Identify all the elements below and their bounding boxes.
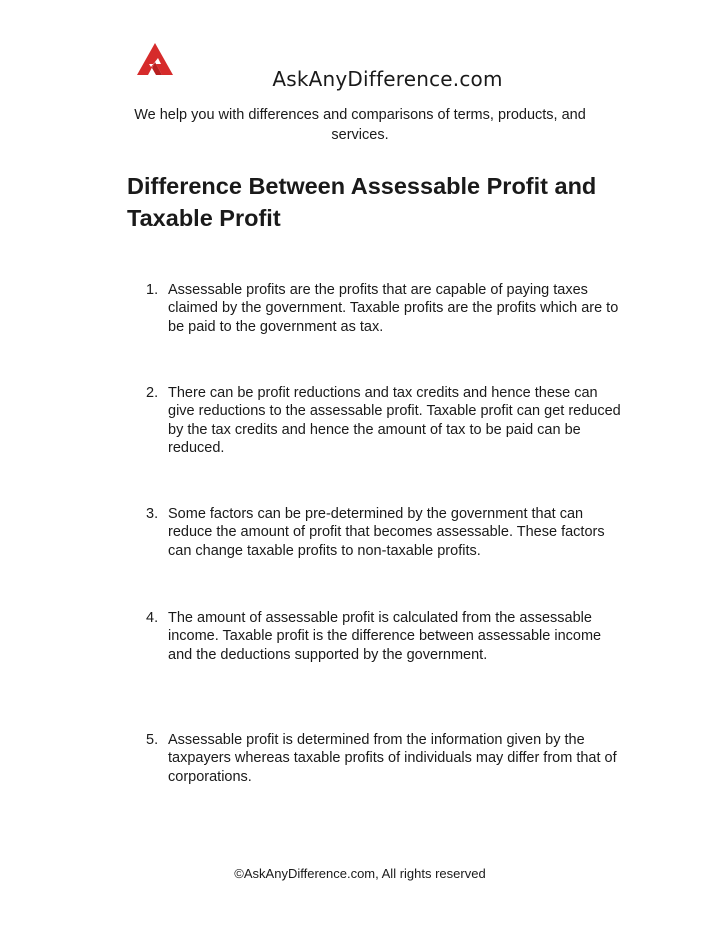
list-item-text: There can be profit reductions and tax credits and hence these can give reductions to the assessable profit. Taxable profit can get reduced by the tax credits and hence the amount of tax to be paid can be reduced. xyxy=(168,385,621,457)
list-item xyxy=(146,384,626,458)
list-item-number: 4. xyxy=(146,610,159,626)
list-item-number: 1. xyxy=(146,282,159,298)
list-item xyxy=(146,609,626,664)
list-item xyxy=(146,281,626,336)
list-item-text: The amount of assessable profit is calculated from the assessable income. Taxable profit is the difference between assessable income and the deductions supported by the government. xyxy=(168,610,602,663)
tagline: We help you with differences and comparisons of terms, products, and services. xyxy=(134,107,586,143)
article-title: Difference Between Assessable Profit and Taxable Profit xyxy=(127,173,597,231)
list-item xyxy=(146,731,626,786)
list-item-number: 3. xyxy=(146,506,159,522)
list-item-text: Some factors can be pre-determined by the government that can reduce the amount of profit that becomes assessable. These factors can change taxable profits to non-taxable profits. xyxy=(168,506,605,559)
copyright-footer: ©AskAnyDifference.com, All rights reserved xyxy=(234,866,486,881)
list-item xyxy=(146,505,626,560)
list-item-number: 2. xyxy=(146,385,159,401)
list-item-text: Assessable profits are the profits that are capable of paying taxes claimed by the government. Taxable profits are the profits which are to be paid to the government as tax. xyxy=(168,282,619,335)
list-item-text: Assessable profit is determined from the information given by the taxpayers whereas taxable profits of individuals may differ from that of corporations. xyxy=(168,732,617,785)
list-item-number: 5. xyxy=(146,732,159,748)
site-name: AskAnyDifference.com xyxy=(272,67,503,91)
